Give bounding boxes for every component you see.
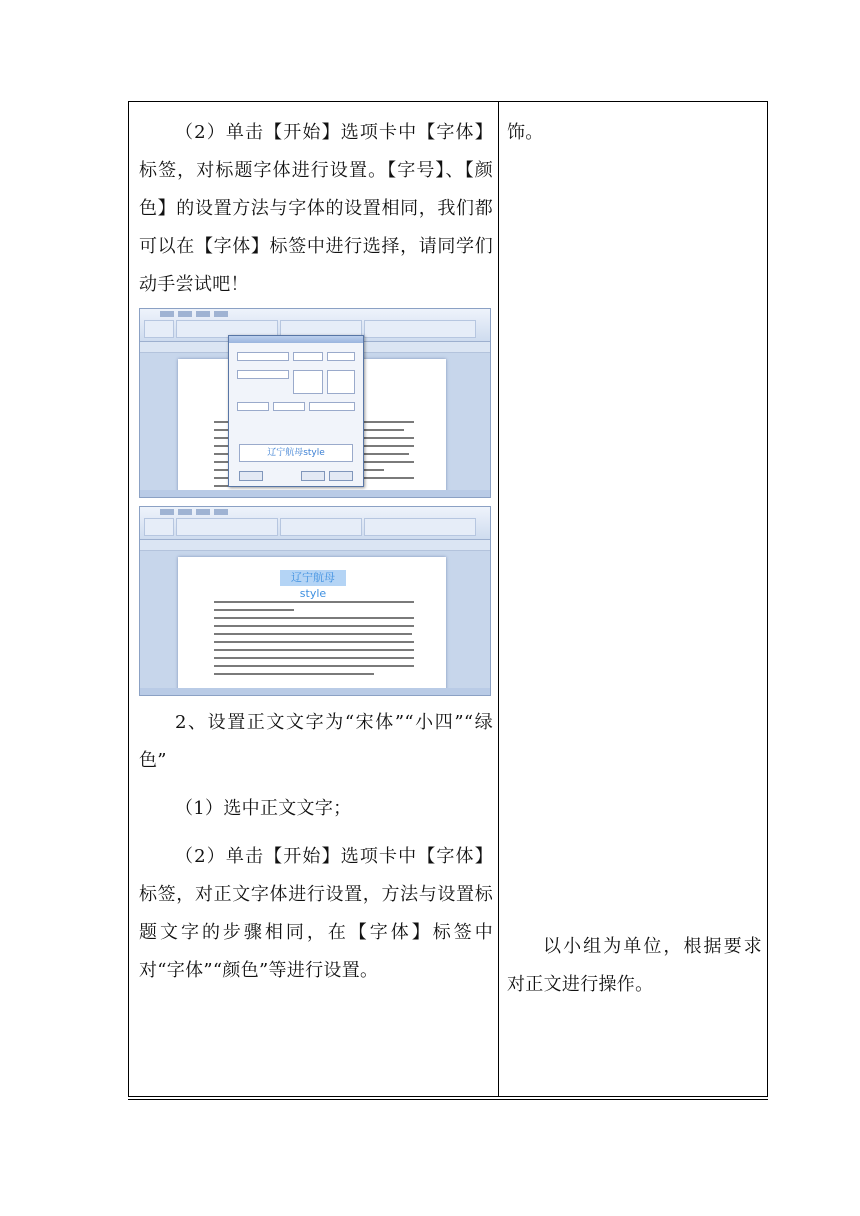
column-divider: [498, 102, 499, 1096]
instruction-paragraph-4: （2）单击【开始】选项卡中【字体】标签，对正文字体进行设置，方法与设置标题文字的步骤相同，在【字体】标签中对“字体”“颜色”等进行设置。: [139, 846, 493, 981]
table-bottom-border: [128, 1099, 768, 1100]
status-bar: [140, 688, 490, 695]
instruction-paragraph-3: （1）选中正文文字；: [175, 798, 352, 819]
ruler: [140, 540, 490, 551]
instruction-paragraph-1: （2）单击【开始】选项卡中【字体】标签，对标题字体进行设置。【字号】、【颜色】的设置方法与字体的设置相同，我们都可以在【字体】标签中进行选择，请同学们动手尝试吧！: [139, 122, 493, 295]
lesson-table: [128, 101, 768, 1097]
instruction-paragraph-2: 2、设置正文文字为“宋体”“小四”“绿色”: [139, 712, 493, 771]
word-formatted-title-screenshot: [139, 506, 491, 696]
word-ribbon: [140, 507, 490, 540]
document-page: [178, 557, 446, 696]
teacher-activity-column: [139, 114, 493, 990]
word-font-dialog-screenshot: [139, 308, 491, 498]
formatted-title: 辽宁航母style: [280, 570, 346, 586]
font-preview: 辽宁航母style: [239, 444, 353, 462]
font-dialog: [228, 335, 364, 487]
student-activity-text: 以小组为单位，根据要求对正文进行操作。: [507, 936, 762, 995]
right-top-text: 饰。: [507, 122, 544, 143]
status-bar: [140, 490, 490, 497]
student-activity-column: [507, 114, 762, 995]
